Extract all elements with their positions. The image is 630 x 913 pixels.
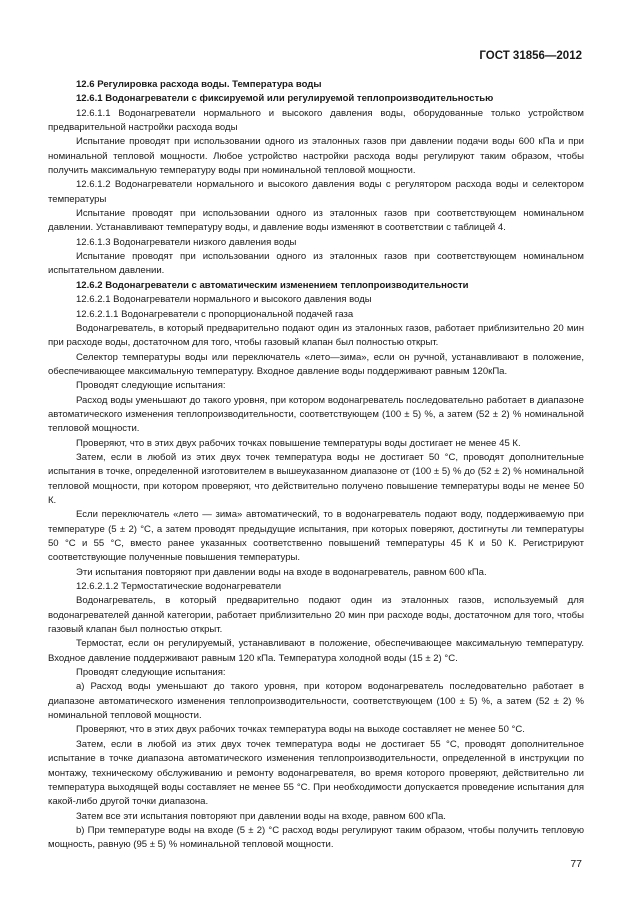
paragraph: Расход воды уменьшают до такого уровня, при котором водонагреватель последовательно работает в диапазоне автоматического изменения теплопроизводительности, соответствующем (100 ± 5) %, а затем (52 ± 2) % номинальной тепловой мощности.: [48, 394, 584, 435]
paragraph: Затем все эти испытания повторяют при давлении воды на входе, равном 600 кПа.: [76, 810, 446, 822]
paragraph: Водонагреватель, в который предварительно подают один из эталонных газов, используемый для водонагревателей данной категории, работает приблизительно 20 мин при расходе воды, достаточном для того, чтобы газовый клапан был полностью открыт.: [48, 595, 584, 636]
heading-12-6-2: 12.6.2 Водонагреватели с автоматическим изменением теплопроизводительности: [76, 279, 469, 291]
paragraph: Испытание проводят при использовании одного из эталонных газов при давлении подачи воды 600 кПа и при номинальной тепловой мощности. Любое устройство настройки расхода воды регулируют таким образом, чтобы получить максимальную температуру воды при номинальной тепловой мощности.: [48, 136, 584, 177]
subheading-12-6-2-1-2: 12.6.2.1.2 Термостатические водонагреватели: [76, 581, 282, 593]
subheading-12-6-1-1: 12.6.1.1 Водонагреватели нормального и высокого давления воды, оборудованные только устройством предварительной настройки расхода воды: [48, 107, 584, 134]
paragraph: Проводят следующие испытания:: [76, 667, 226, 679]
paragraph: Затем, если в любой из этих двух точек температура воды не достигает 55 °С, проводят дополнительное испытание в точке диапазона автоматического изменения теплопроизводительности, определенной в инструкции по монтажу, техническому обслуживанию и ремонту водонагревателя, во время которого проверяют, действительно ли температура выходящей воды составляет не менее 55 °С. При необходимости допускается проведение испытания для какой-либо другой точки диапазона.: [48, 738, 584, 808]
list-item-a: а) Расход воды уменьшают до такого уровня, при котором водонагреватель последовательно работает в диапазоне автоматического изменения теплопроизводительности, соответствующем (100 ± 5) %, а затем (52 ± 2) % номинальной тепловой мощности.: [48, 681, 584, 722]
paragraph: Термостат, если он регулируемый, устанавливают в положение, обеспечивающее максимальную температуру. Входное давление поддерживают равным 120 кПа. Температура холодной воды (15 ± 2) °С.: [48, 638, 584, 664]
heading-12-6: 12.6 Регулировка расхода воды. Температура воды: [76, 79, 322, 90]
paragraph: Эти испытания повторяют при давлении воды на входе в водонагреватель, равном 600 кПа.: [76, 566, 487, 578]
subheading-12-6-1-3: 12.6.1.3 Водонагреватели низкого давления воды: [76, 236, 297, 248]
paragraph: Водонагреватель, в который предварительно подают один из эталонных газов, работает приблизительно 20 мин при расходе воды, достаточном для того, чтобы газовый клапан был полностью открыт.: [48, 322, 584, 349]
paragraph: Испытание проводят при использовании одного из эталонных газов при соответствующем номинальном давлении. Устанавливают температуру воды, и давление воды изменяют в соответствии с таблицей 4.: [48, 208, 584, 234]
subheading-12-6-2-1: 12.6.2.1 Водонагреватели нормального и высокого давления воды: [76, 294, 372, 306]
paragraph: Проверяют, что в этих двух рабочих точках повышение температуры воды достигает не менее 45 К.: [76, 437, 521, 449]
paragraph: Испытание проводят при использовании одного из эталонных газов при соответствующем номинальном испытательном давлении.: [48, 251, 584, 277]
subheading-12-6-1-2: 12.6.1.2 Водонагреватели нормального и высокого давления воды с регулятором расхода воды и селектором температуры: [48, 179, 584, 205]
page-number: 77: [570, 858, 582, 870]
paragraph: Затем, если в любой из этих двух точек температура воды не достигает 50 °С, проводят дополнительные испытания в точке, определенной изготовителем в вышеуказанном диапазоне от (100 ± 5) % до (52 ± 2) % номинальной тепловой мощности, при котором проверяют, что действительно получено повышение температуры воды не менее 50 К.: [48, 451, 584, 506]
paragraph: Проводят следующие испытания:: [76, 380, 226, 392]
heading-12-6-1: 12.6.1 Водонагреватели с фиксируемой или регулируемой теплопроизводительностью: [76, 93, 494, 105]
paragraph: Если переключатель «лето — зима» автоматический, то в водонагреватель подают воду, поддерживаемую при температуре (5 ± 2) °С, а затем проводят предыдущие испытания, при которых поверяют, достигнуты ли температуры 50 °С и 55 °С, вместо ранее указанных соответственно повышений температуры 45 К и 50 К. Регистрируют соответствующие полученные повышения температуры.: [48, 509, 584, 564]
list-item-b: b) При температуре воды на входе (5 ± 2) °С расход воды регулируют таким образом, чтобы получить тепловую мощность, равную (95 ± 5) % номинальной тепловой мощности.: [48, 824, 584, 851]
paragraph: Проверяют, что в этих двух рабочих точках температура воды на выходе составляет не менее 50 °С.: [76, 724, 525, 736]
document-body: [48, 78, 584, 853]
document-id: ГОСТ 31856—2012: [479, 50, 582, 62]
subheading-12-6-2-1-1: 12.6.2.1.1 Водонагреватели с пропорциональной подачей газа: [76, 308, 354, 320]
paragraph: Селектор температуры воды или переключатель «лето—зима», если он ручной, устанавливают в положение, обеспечивающее максимальную температуру. Входное давление воды поддерживают равным 120кПа.: [48, 351, 584, 377]
